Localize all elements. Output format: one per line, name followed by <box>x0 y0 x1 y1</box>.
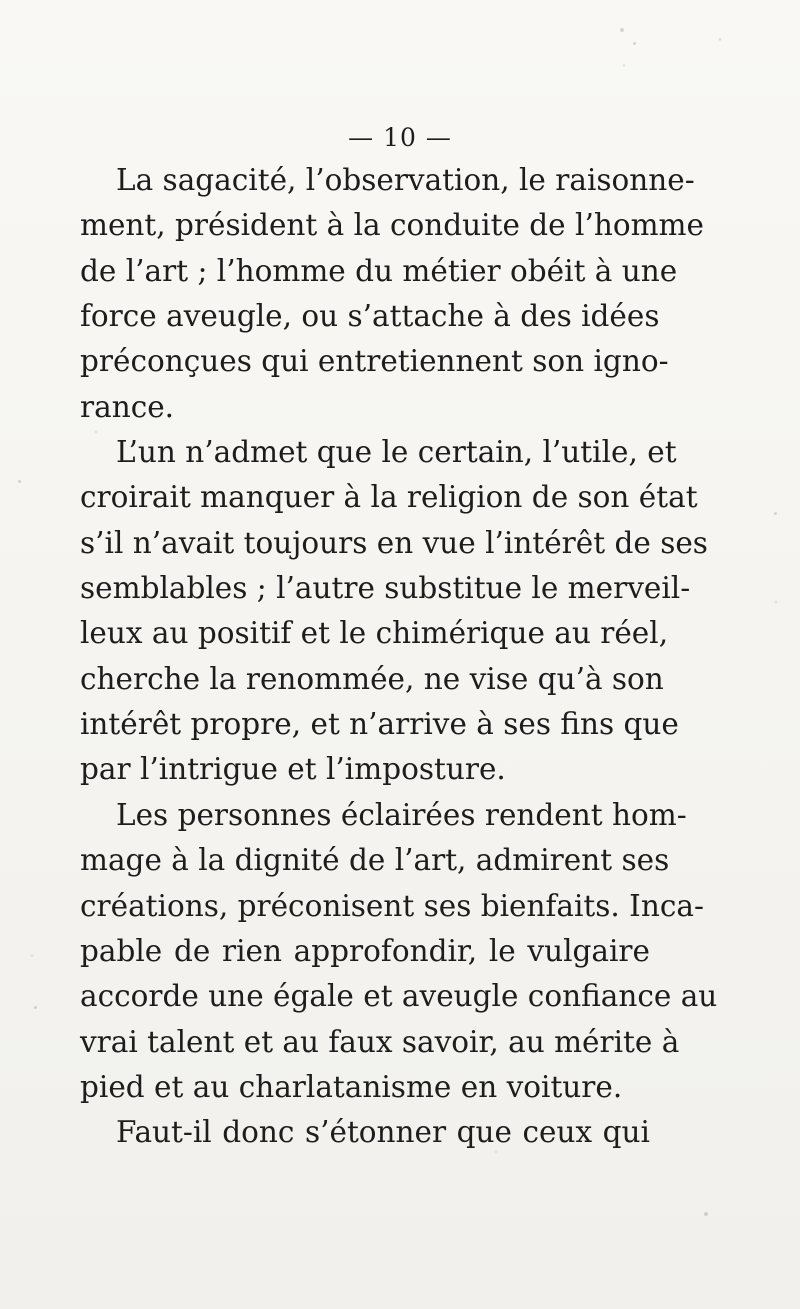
text-line: accorde une égale et aveugle confiance au <box>80 979 718 1014</box>
text-line: rance. <box>80 389 175 424</box>
ink-speck <box>18 480 21 483</box>
text-line: vrai talent et au faux savoir, au mérite à <box>80 1024 680 1059</box>
ink-speck <box>774 512 777 515</box>
text-line: L’un n’admet que le certain, l’utile, et <box>116 435 677 470</box>
text-line: pable de rien approfondir, le vulgaire <box>80 933 650 968</box>
text-line: croirait manquer à la religion de son état <box>80 480 698 515</box>
text-line: Les personnes éclairées rendent hom- <box>116 797 687 832</box>
text-line: mage à la dignité de l’art, admirent ses <box>80 843 670 878</box>
body-text <box>80 158 718 1156</box>
text-line: ment, président à la conduite de l’homme <box>80 208 704 243</box>
text-line: La sagacité, l’observation, le raisonne- <box>116 163 695 197</box>
text-line: pied et au charlatanisme en voiture. <box>80 1069 623 1104</box>
text-line: par l’intrigue et l’imposture. <box>80 752 506 787</box>
ink-speck <box>704 1212 708 1216</box>
text-line: créations, préconisent ses bienfaits. Inca- <box>80 888 704 923</box>
ink-speck <box>34 1006 37 1009</box>
text-line: cherche la renommée, ne vise qu’à son <box>80 661 664 696</box>
text-line: leux au positif et le chimérique au réel, <box>80 616 669 651</box>
text-line: intérêt propre, et n’arrive à ses fins que <box>80 707 679 742</box>
text-line: de l’art ; l’homme du métier obéit à une <box>80 253 678 288</box>
ink-speck <box>620 28 624 32</box>
text-line: force aveugle, ou s’attache à des idées <box>80 299 660 334</box>
text-line: préconçues qui entretiennent son igno- <box>80 344 669 379</box>
text-line: Faut-il donc s’étonner que ceux qui <box>116 1115 650 1150</box>
text-line: semblables ; l’autre substitue le merveil- <box>80 571 691 606</box>
page-number: — 10 — <box>348 123 452 152</box>
ink-speck <box>633 42 636 45</box>
text-line: s’il n’avait toujours en vue l’intérêt de ses <box>80 525 708 560</box>
